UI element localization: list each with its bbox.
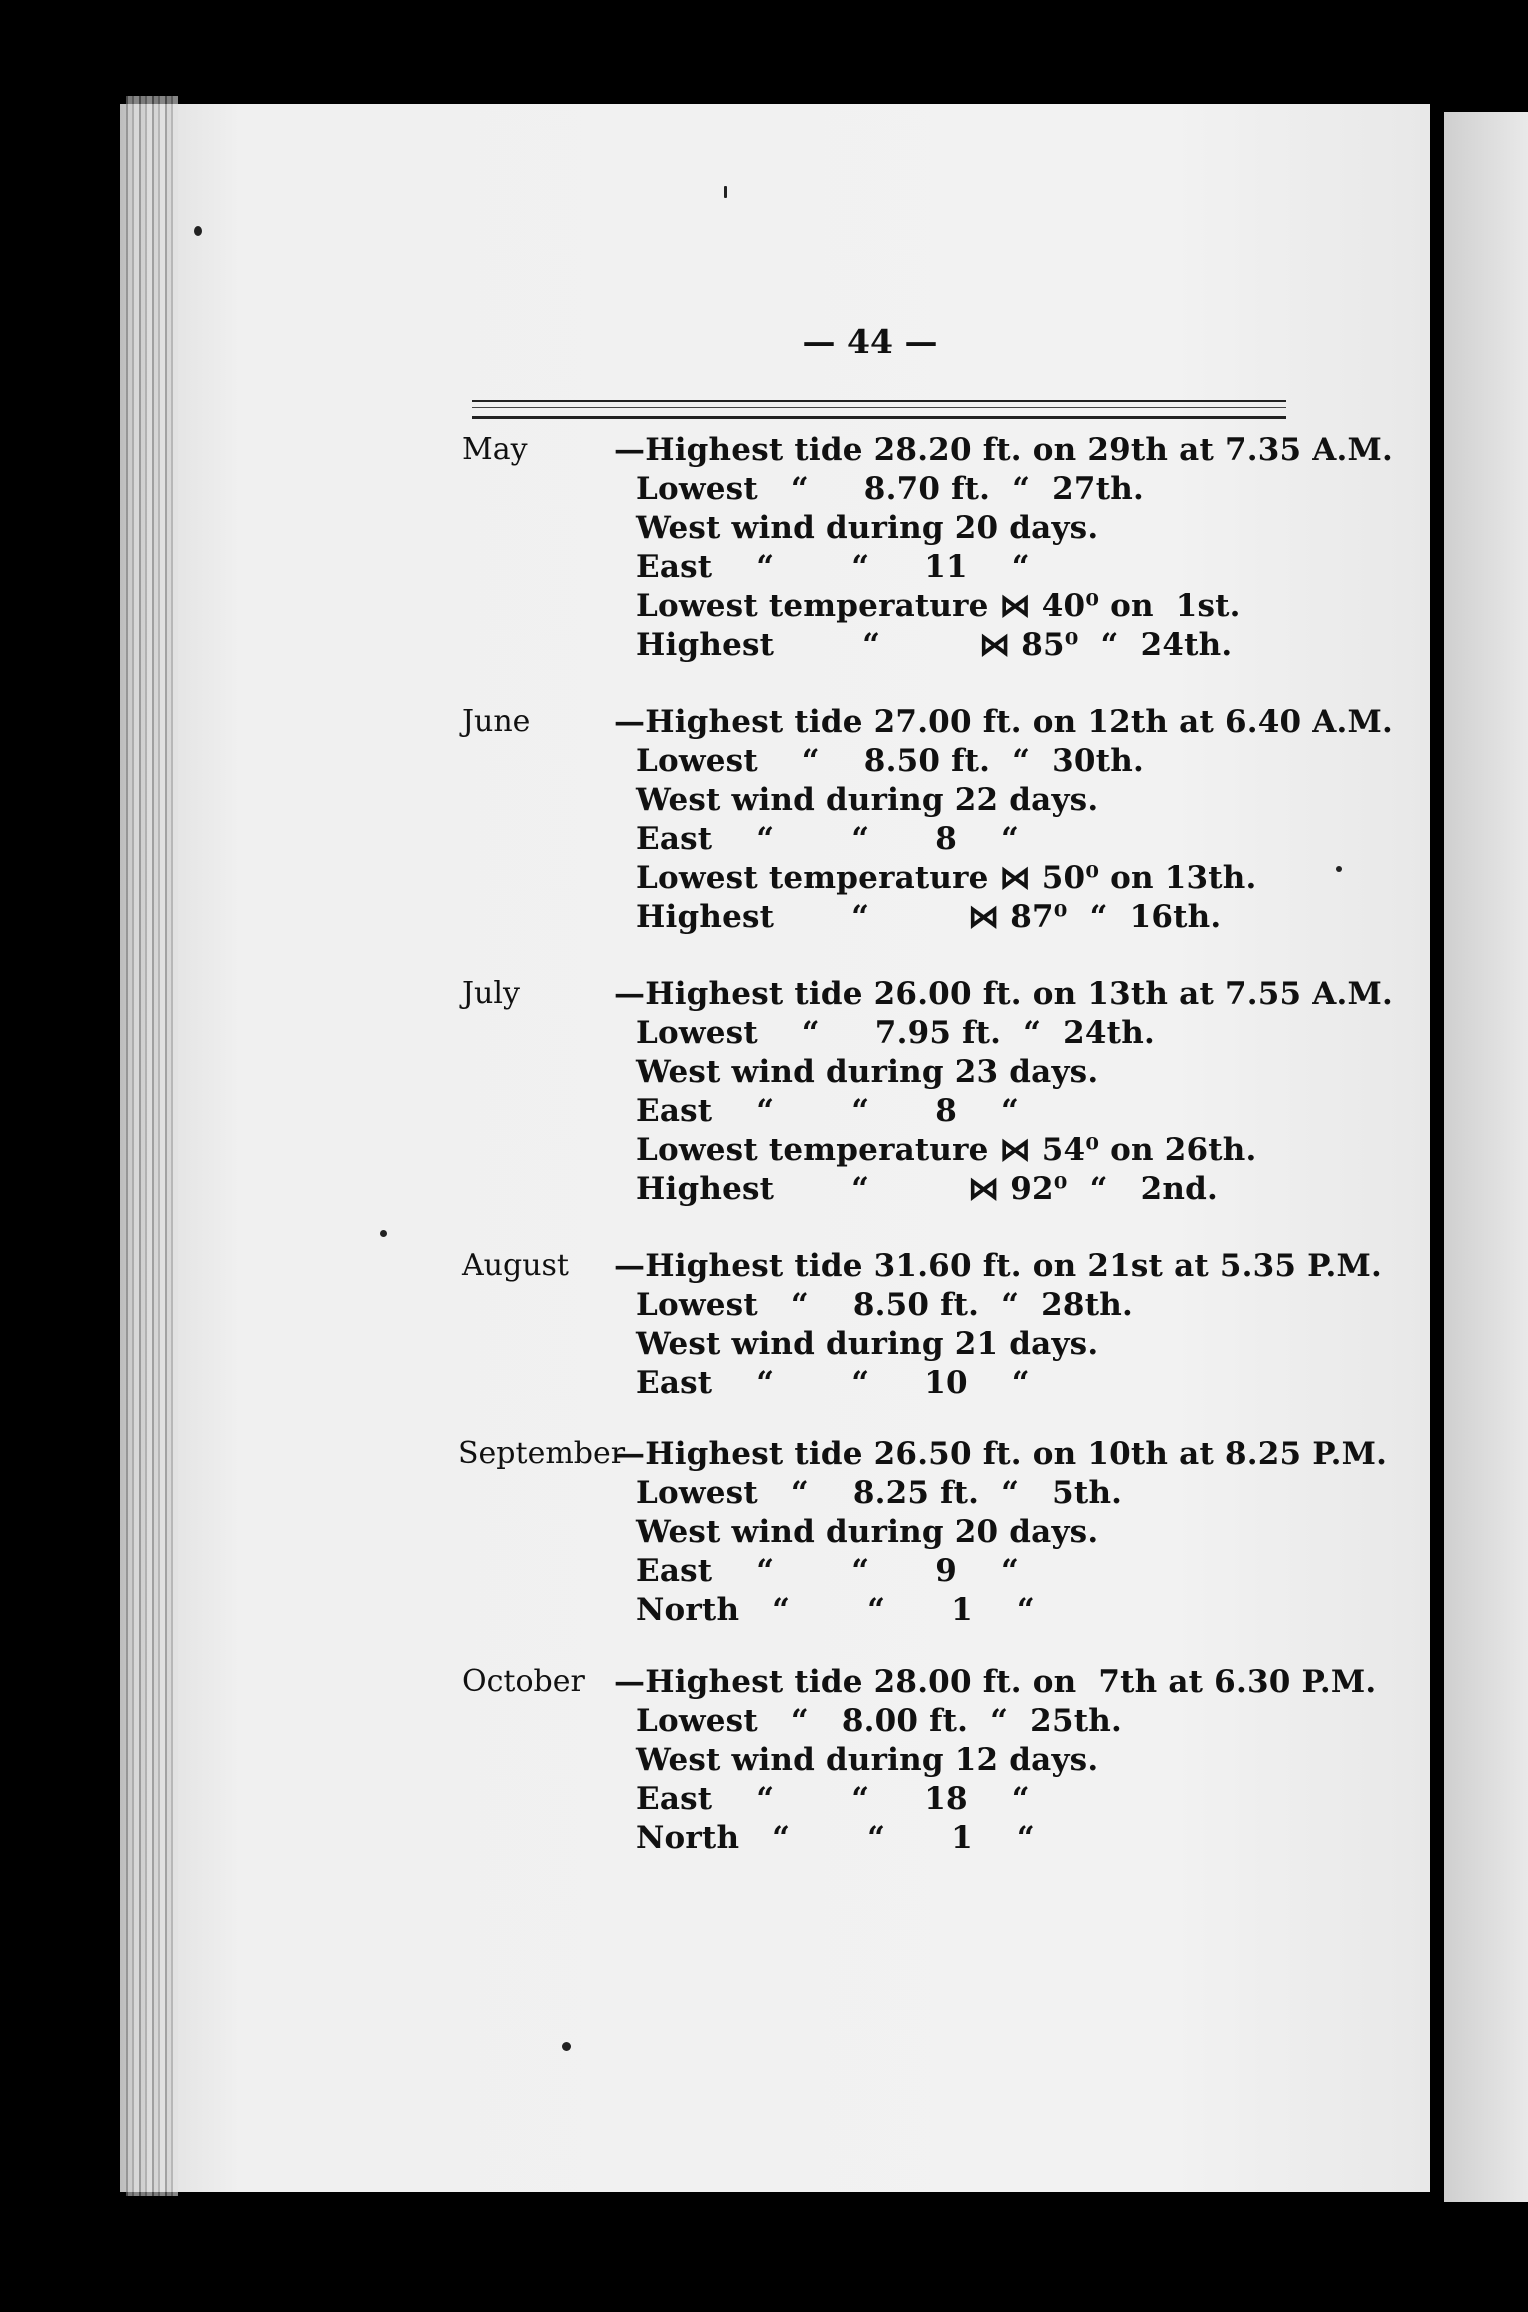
tide-line: —Highest tide 26.00 ft. on 13th at 7.55 A.M. xyxy=(614,976,1394,1012)
north-wind-line: North “ “ 1 “ xyxy=(614,1592,1035,1628)
tide-line: —Highest tide 28.20 ft. on 29th at 7.35 A.M. xyxy=(614,432,1394,468)
west-wind-line: West wind during 22 days. xyxy=(614,782,1099,818)
month-label: June xyxy=(462,704,531,739)
highest-temperature-line: Highest “ ⋈ 87⁰ “ 16th. xyxy=(614,899,1222,935)
lowest-tide-line: Lowest “ 8.50 ft. “ 28th. xyxy=(614,1287,1133,1323)
lowest-temperature-line: Lowest temperature ⋈ 54⁰ on 26th. xyxy=(614,1132,1257,1168)
lowest-tide-line: Lowest “ 8.50 ft. “ 30th. xyxy=(614,743,1144,779)
paper-speck xyxy=(380,1230,387,1237)
west-wind-line: West wind during 21 days. xyxy=(614,1326,1099,1362)
east-wind-line: East “ “ 18 “ xyxy=(614,1781,1030,1817)
tide-line: —Highest tide 26.50 ft. on 10th at 8.25 P.M. xyxy=(614,1436,1388,1472)
paper-speck xyxy=(1336,866,1342,872)
tide-line: —Highest tide 31.60 ft. on 21st at 5.35 P.M. xyxy=(614,1248,1383,1284)
highest-temperature-line: Highest “ ⋈ 92⁰ “ 2nd. xyxy=(614,1171,1218,1207)
adjacent-page-edge xyxy=(1444,112,1528,2202)
east-wind-line: East “ “ 8 “ xyxy=(614,1093,1019,1129)
paper-speck xyxy=(724,186,727,198)
month-label: August xyxy=(462,1248,569,1283)
tide-line: —Highest tide 27.00 ft. on 12th at 6.40 A.M. xyxy=(614,704,1394,740)
east-wind-line: East “ “ 9 “ xyxy=(614,1553,1019,1589)
east-wind-line: East “ “ 10 “ xyxy=(614,1365,1030,1401)
lowest-tide-line: Lowest “ 8.25 ft. “ 5th. xyxy=(614,1475,1123,1511)
page-number: — 44 — xyxy=(802,322,938,361)
month-label: October xyxy=(462,1664,585,1699)
lowest-tide-line: Lowest “ 8.70 ft. “ 27th. xyxy=(614,471,1144,507)
lowest-temperature-line: Lowest temperature ⋈ 40⁰ on 1st. xyxy=(614,588,1241,624)
north-wind-line: North “ “ 1 “ xyxy=(614,1820,1035,1856)
east-wind-line: East “ “ 8 “ xyxy=(614,821,1019,857)
lowest-tide-line: Lowest “ 7.95 ft. “ 24th. xyxy=(614,1015,1155,1051)
page-binding-edge xyxy=(126,96,178,2196)
lowest-tide-line: Lowest “ 8.00 ft. “ 25th. xyxy=(614,1703,1122,1739)
west-wind-line: West wind during 23 days. xyxy=(614,1054,1099,1090)
highest-temperature-line: Highest “ ⋈ 85⁰ “ 24th. xyxy=(614,627,1233,663)
page-gutter xyxy=(1430,96,1444,2206)
west-wind-line: West wind during 20 days. xyxy=(614,510,1099,546)
paper-speck xyxy=(562,2042,571,2051)
west-wind-line: West wind during 12 days. xyxy=(614,1742,1099,1778)
west-wind-line: West wind during 20 days. xyxy=(614,1514,1099,1550)
month-label: July xyxy=(462,976,520,1011)
month-label: May xyxy=(462,432,528,467)
header-rule xyxy=(472,400,1286,419)
month-label: September xyxy=(458,1436,626,1471)
tide-line: —Highest tide 28.00 ft. on 7th at 6.30 P.M. xyxy=(614,1664,1377,1700)
lowest-temperature-line: Lowest temperature ⋈ 50⁰ on 13th. xyxy=(614,860,1257,896)
east-wind-line: East “ “ 11 “ xyxy=(614,549,1030,585)
paper-speck xyxy=(194,226,202,236)
